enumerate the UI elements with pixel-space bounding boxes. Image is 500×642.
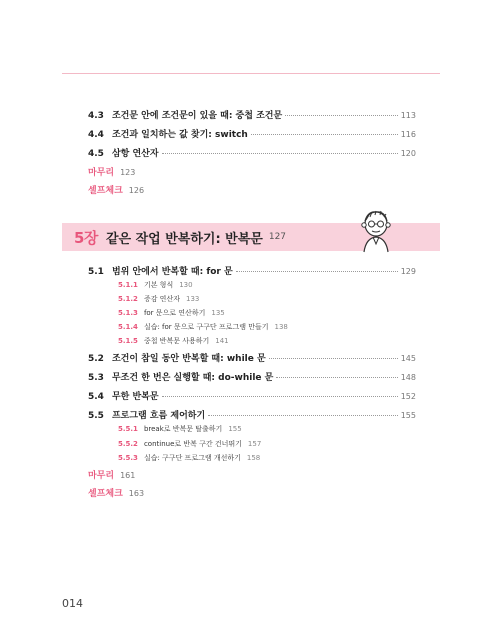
toc-entry-4-4[interactable] — [88, 127, 416, 140]
section-page: 145 — [400, 354, 416, 363]
section-number: 5.4 — [88, 392, 104, 402]
selfcheck-label: 셀프체크 — [88, 186, 123, 196]
section-title: 범위 안에서 반복할 때: for 문 — [111, 267, 233, 277]
toc-subentry-5-5-2[interactable] — [118, 439, 261, 449]
section-title: 조건과 일치하는 값 찾기: switch — [111, 130, 248, 140]
mascot-illustration — [356, 208, 396, 254]
subsection-page: 157 — [247, 440, 262, 448]
review-label: 마무리 — [88, 168, 115, 178]
subsection-title: 중첩 반복문 사용하기 — [143, 337, 210, 345]
selfcheck-page: 126 — [128, 186, 145, 195]
toc-entry-ch4-selfcheck[interactable] — [88, 183, 144, 196]
section-number: 5.2 — [88, 354, 104, 364]
subsection-page: 135 — [211, 309, 225, 317]
subsection-number: 5.5.3 — [118, 454, 138, 462]
section-title: 무한 반복문 — [111, 392, 159, 402]
review-label: 마무리 — [88, 471, 115, 481]
toc-subentry-5-1-5[interactable] — [118, 336, 229, 346]
toc-subentry-5-5-1[interactable] — [118, 424, 242, 434]
section-page: 155 — [400, 411, 416, 420]
subsection-title: 기본 형식 — [143, 281, 174, 289]
subsection-title: for 문으로 연산하기 — [143, 309, 206, 317]
leader-dots — [251, 134, 398, 135]
toc-entry-ch5-selfcheck[interactable] — [88, 486, 144, 499]
section-number: 5.1 — [88, 267, 104, 277]
toc-entry-4-5[interactable] — [88, 146, 416, 159]
section-title: 조건이 참일 동안 반복할 때: while 문 — [111, 354, 266, 364]
subsection-number: 5.1.1 — [118, 281, 138, 289]
leader-dots — [276, 377, 397, 378]
subsection-page: 141 — [215, 337, 229, 345]
toc-entry-ch5-review[interactable] — [88, 468, 135, 481]
toc-subentry-5-1-1[interactable] — [118, 280, 193, 290]
section-title: 조건문 안에 조건문이 있을 때: 중첩 조건문 — [111, 111, 283, 121]
subsection-page: 133 — [185, 295, 200, 303]
toc-entry-5-1[interactable] — [88, 264, 416, 277]
page-number: 014 — [62, 597, 83, 610]
section-title: 삼항 연산자 — [111, 149, 159, 159]
section-title: 무조건 한 번은 실행할 때: do-while 문 — [111, 373, 274, 383]
section-number: 4.5 — [88, 149, 104, 159]
subsection-title: continue로 반복 구간 건너뛰기 — [143, 440, 242, 448]
subsection-page: 155 — [228, 425, 242, 433]
toc-entry-5-3[interactable] — [88, 370, 416, 383]
chapter-page: 127 — [268, 232, 287, 242]
selfcheck-label: 셀프체크 — [88, 489, 123, 499]
subsection-number: 5.5.2 — [118, 440, 138, 448]
section-page: 120 — [400, 149, 416, 158]
section-number: 4.4 — [88, 130, 104, 140]
toc-subentry-5-1-3[interactable] — [118, 308, 225, 318]
subsection-page: 138 — [274, 323, 288, 331]
subsection-number: 5.1.2 — [118, 295, 138, 303]
leader-dots — [269, 358, 398, 359]
leader-dots — [236, 271, 398, 272]
toc-subentry-5-1-4[interactable] — [118, 322, 288, 332]
subsection-title: 증감 연산자 — [143, 295, 180, 303]
top-rule — [62, 73, 440, 74]
subsection-page: 130 — [179, 281, 193, 289]
toc-entry-5-4[interactable] — [88, 389, 416, 402]
section-page: 129 — [400, 267, 416, 276]
subsection-number: 5.1.5 — [118, 337, 138, 345]
chapter-title: 같은 작업 반복하기: 반복문 — [105, 231, 263, 247]
toc-entry-5-5[interactable] — [88, 408, 416, 421]
leader-dots — [285, 115, 398, 116]
toc-subentry-5-5-3[interactable] — [118, 453, 260, 463]
subsection-page: 158 — [246, 454, 261, 462]
review-page: 161 — [120, 471, 136, 480]
subsection-number: 5.1.4 — [118, 323, 138, 331]
subsection-title: 실습: 구구단 프로그램 개선하기 — [143, 454, 241, 462]
toc-entry-ch4-review[interactable] — [88, 165, 135, 178]
section-number: 5.5 — [88, 411, 104, 421]
section-number: 5.3 — [88, 373, 104, 383]
section-page: 152 — [400, 392, 416, 401]
subsection-number: 5.5.1 — [118, 425, 138, 433]
section-page: 116 — [400, 130, 416, 139]
review-page: 123 — [120, 168, 136, 177]
leader-dots — [208, 415, 398, 416]
chapter-number: 5장 — [74, 228, 98, 247]
toc-entry-5-2[interactable] — [88, 351, 416, 364]
selfcheck-page: 163 — [128, 489, 145, 498]
leader-dots — [162, 396, 398, 397]
toc-entry-4-3[interactable] — [88, 108, 416, 121]
subsection-number: 5.1.3 — [118, 309, 138, 317]
section-page: 113 — [400, 111, 416, 120]
toc-subentry-5-1-2[interactable] — [118, 294, 199, 304]
leader-dots — [162, 153, 398, 154]
section-page: 148 — [400, 373, 416, 382]
section-number: 4.3 — [88, 111, 104, 121]
subsection-title: 실습: for 문으로 구구단 프로그램 만들기 — [143, 323, 269, 331]
section-title: 프로그램 흐름 제어하기 — [111, 411, 206, 421]
subsection-title: break로 반복문 탈출하기 — [143, 425, 223, 433]
